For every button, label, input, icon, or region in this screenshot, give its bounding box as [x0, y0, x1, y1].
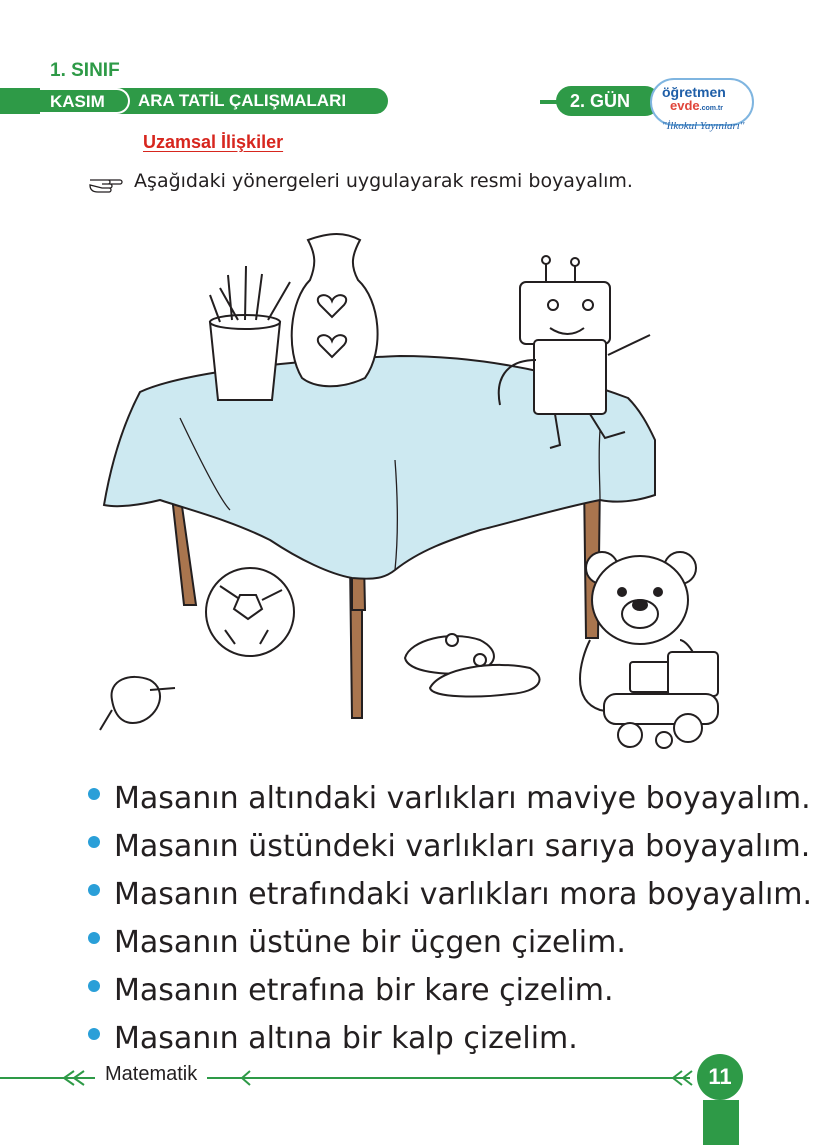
logo-wordmark: öğretmen: [662, 84, 726, 100]
pointing-hand-icon: [88, 171, 124, 193]
double-chevron-icon: [60, 1069, 90, 1087]
bullet-icon: [88, 788, 100, 800]
double-chevron-icon: [670, 1069, 696, 1087]
toy-train: [604, 652, 718, 748]
arrow-left-icon: [240, 1069, 264, 1087]
grade-label: 1. SINIF: [50, 60, 120, 81]
bullet-icon: [88, 836, 100, 848]
month-badge: KASIM: [40, 88, 130, 114]
slippers: [405, 634, 540, 696]
vase: [292, 234, 378, 386]
soccer-ball: [206, 568, 294, 656]
task-list: [88, 775, 812, 1063]
bullet-icon: [88, 932, 100, 944]
bullet-icon: [88, 884, 100, 896]
page-footer: [0, 1045, 816, 1145]
list-item: Masanın etrafındaki varlıkları mora boyayalım.: [88, 871, 812, 919]
list-item: Masanın üstüne bir üçgen çizelim.: [88, 919, 812, 967]
day-badge: 2. GÜN: [556, 86, 660, 116]
instruction: [88, 170, 633, 193]
page-tab: [703, 1100, 739, 1145]
logo-tagline: "İlkokul Yayınları": [662, 120, 745, 132]
bullet-icon: [88, 980, 100, 992]
publisher-logo: [640, 70, 760, 140]
header-title: ARA TATİL ÇALIŞMALARI: [138, 91, 347, 110]
page-header: [0, 0, 816, 160]
subject-label: Matematik: [95, 1063, 207, 1086]
page-number: 11: [697, 1054, 743, 1100]
coloring-illustration: [0, 220, 816, 760]
section-title: Uzamsal İlişkiler: [143, 132, 284, 152]
spinning-top: [100, 677, 175, 730]
list-item: Masanın altına bir kalp çizelim.: [88, 1015, 812, 1063]
list-item: Masanın etrafına bir kare çizelim.: [88, 967, 812, 1015]
list-item: Masanın üstündeki varlıkları sarıya boyayalım.: [88, 823, 812, 871]
logo-wordmark-secondary: evde.com.tr: [670, 98, 723, 113]
instruction-text: Aşağıdaki yönergeleri uygulayarak resmi boyayalım.: [134, 170, 633, 192]
bullet-icon: [88, 1028, 100, 1040]
list-item: Masanın altındaki varlıkları maviye boyayalım.: [88, 775, 812, 823]
